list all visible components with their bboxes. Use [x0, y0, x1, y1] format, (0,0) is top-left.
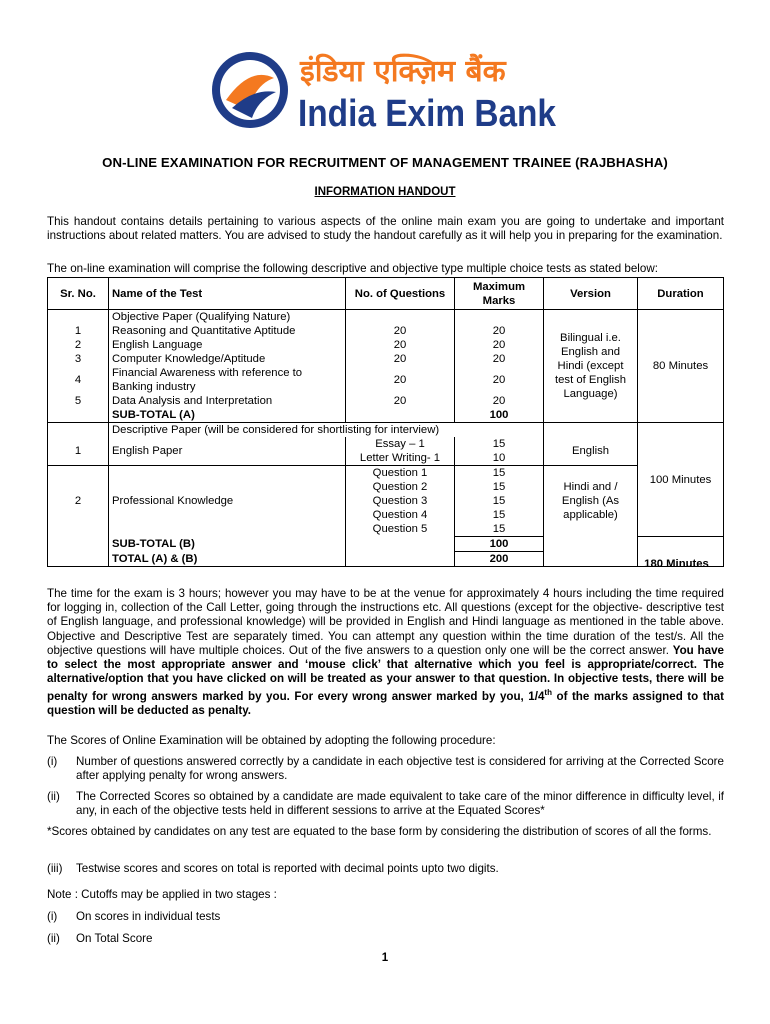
- objective-version: Bilingual i.e. English and Hindi (except test of English Language): [544, 310, 638, 423]
- list-item: [47, 790, 724, 818]
- question-marks: 15: [492, 481, 506, 493]
- question-label: Question 2: [372, 481, 428, 494]
- question-marks: 15: [492, 467, 506, 479]
- exam-details-plain: The time for the exam is 3 hours; however you may have to be at the venue for approximately 4 hours including the time required for logging in, collection of the Call Letter, going through the instructions etc. All questions (except for the objective- descriptive test of English language, and professional knowledge) will be provided in English and Hindi language as mentioned in the table above. Objective and Descriptive Test are separately timed. You can attempt any question within the time duration of the test/s. All the objective questions will have multiple choices. Out of the five answers to a question only one will be the correct answer.: [47, 587, 724, 657]
- row-questions: 20: [346, 352, 455, 366]
- list-item: [47, 932, 724, 946]
- intro-paragraph: This handout contains details pertaining to various aspects of the online main exam you are going to undertake and important instructions about related matters. You are advised to study the handout carefully as it will help you in preparing for the examination.: [47, 215, 724, 243]
- professional-knowledge-row: [48, 466, 724, 537]
- page-subtitle: INFORMATION HANDOUT: [314, 186, 456, 198]
- exam-details-bold: You have to select the most appropriate answer and ‘mouse click’ that alternative which you feel is appropriate/correct. The alternative/option that you have clicked on will be treated as your answer to that question. In objective tests, there will be penalty for wrong answers marked by you. For every wrong answer marked by you, 1/4: [47, 643, 724, 704]
- total-label: TOTAL (A) & (B): [109, 552, 346, 567]
- list-item-number: (i): [47, 910, 58, 923]
- row-marks: 20: [455, 324, 544, 338]
- row-marks: 20: [455, 352, 544, 366]
- total-duration: 180 Minutes: [644, 558, 709, 570]
- question-label: Question 1: [372, 467, 428, 480]
- page-title: ON-LINE EXAMINATION FOR RECRUITMENT OF MANAGEMENT TRAINEE (RAJBHASHA): [102, 155, 668, 170]
- header-marks: Maximum Marks: [455, 278, 544, 310]
- row-sr: 2: [48, 466, 109, 537]
- row-sr: 1: [48, 324, 109, 338]
- exam-details-paragraph: [47, 587, 724, 719]
- table-header-row: [48, 278, 724, 310]
- english-version: English: [544, 437, 638, 466]
- row-name: English Language: [109, 338, 346, 352]
- objective-heading-row: [48, 310, 724, 325]
- row-questions: 20: [346, 394, 455, 408]
- question-label: Question 5: [372, 523, 428, 536]
- comprise-paragraph: The on-line examination will comprise the following descriptive and objective type multiple choice tests as stated below:: [47, 262, 658, 275]
- logo-english-text: India Exim Bank: [298, 93, 557, 135]
- objective-duration: 80 Minutes: [638, 310, 724, 423]
- question-marks: 15: [492, 495, 506, 507]
- question-marks: 15: [492, 509, 506, 521]
- list-item-number: (ii): [47, 790, 60, 803]
- header-questions: No. of Questions: [346, 278, 455, 310]
- list-item-text: The Corrected Scores so obtained by a candidate are made equivalent to take care of the minor difference in difficulty level, if any, in each of the objective tests held in different sessions to arrive at the Equated Scores*: [76, 790, 724, 818]
- exam-details-sup: th: [544, 688, 552, 698]
- list-item-text: Testwise scores and scores on total is reported with decimal points upto two digits.: [76, 862, 499, 875]
- header-name: Name of the Test: [109, 278, 346, 310]
- page-number: 1: [381, 952, 389, 964]
- subtotal-a-label: SUB-TOTAL (A): [109, 408, 346, 423]
- list-item-number: (iii): [47, 862, 63, 875]
- essay-label: Essay – 1: [375, 438, 425, 450]
- list-item: [47, 755, 724, 783]
- subtotal-a-marks: 100: [455, 408, 544, 423]
- subtotal-b-marks: 100: [455, 537, 544, 552]
- letter-writing-label: Letter Writing- 1: [359, 452, 441, 464]
- header-duration: Duration: [638, 278, 724, 310]
- professional-version: Hindi and / English (As applicable): [544, 466, 638, 537]
- cutoff-note: Note : Cutoffs may be applied in two stages :: [47, 888, 277, 901]
- list-item-number: (i): [47, 755, 58, 768]
- list-item-text: On scores in individual tests: [76, 910, 221, 923]
- row-sr: 2: [48, 338, 109, 352]
- question-marks: 15: [492, 523, 506, 535]
- question-label: Question 4: [372, 509, 428, 522]
- scores-intro: The Scores of Online Examination will be obtained by adopting the following procedure:: [47, 734, 496, 747]
- row-name: Data Analysis and Interpretation: [109, 394, 346, 408]
- row-sr: 3: [48, 352, 109, 366]
- descriptive-duration: 100 Minutes: [638, 423, 724, 537]
- list-item: [47, 862, 724, 876]
- total-marks: 200: [455, 552, 544, 567]
- subtotal-b-label: SUB-TOTAL (B): [109, 537, 346, 552]
- row-questions: 20: [346, 366, 455, 394]
- row-marks: 20: [455, 366, 544, 394]
- row-questions: 20: [346, 324, 455, 338]
- header-version: Version: [544, 278, 638, 310]
- exam-details-bold-end: of the marks assigned to that question will be deducted as penalty.: [47, 690, 724, 718]
- row-marks: 20: [455, 394, 544, 408]
- descriptive-heading: Descriptive Paper (will be considered for shortlisting for interview): [109, 423, 544, 438]
- letter-writing-marks: 10: [492, 452, 506, 464]
- header-sr: Sr. No.: [48, 278, 109, 310]
- list-item: [47, 910, 724, 924]
- india-exim-bank-logo: [210, 48, 560, 135]
- row-name: English Paper: [109, 437, 346, 466]
- exam-pattern-table: [47, 277, 724, 567]
- row-name: Professional Knowledge: [109, 466, 346, 537]
- row-name: Financial Awareness with reference to Banking industry: [109, 366, 346, 394]
- list-item-text: On Total Score: [76, 932, 153, 945]
- list-item-text: Number of questions answered correctly by a candidate in each objective test is considered for arriving at the Corrected Score after applying penalty for wrong answers.: [76, 755, 724, 783]
- row-sr: 5: [48, 394, 109, 408]
- logo-emblem-icon: [212, 52, 288, 128]
- row-name: Reasoning and Quantitative Aptitude: [109, 324, 346, 338]
- row-marks: 20: [455, 338, 544, 352]
- list-item-number: (ii): [47, 932, 60, 945]
- objective-heading: Objective Paper (Qualifying Nature): [109, 310, 346, 325]
- descriptive-heading-row: [48, 423, 724, 438]
- essay-marks: 15: [492, 438, 506, 450]
- row-questions: 20: [346, 338, 455, 352]
- english-paper-row: [48, 437, 724, 466]
- total-row: [48, 552, 724, 567]
- question-label: Question 3: [372, 495, 428, 508]
- row-name: Computer Knowledge/Aptitude: [109, 352, 346, 366]
- row-sr: 4: [48, 366, 109, 394]
- subtotal-b-row: [48, 537, 724, 552]
- equating-footnote: *Scores obtained by candidates on any test are equated to the base form by considering the distribution of scores of all the forms.: [47, 825, 712, 838]
- logo-hindi-text: इंडिया एक्ज़िम बैंक: [300, 54, 506, 89]
- row-sr: 1: [48, 437, 109, 466]
